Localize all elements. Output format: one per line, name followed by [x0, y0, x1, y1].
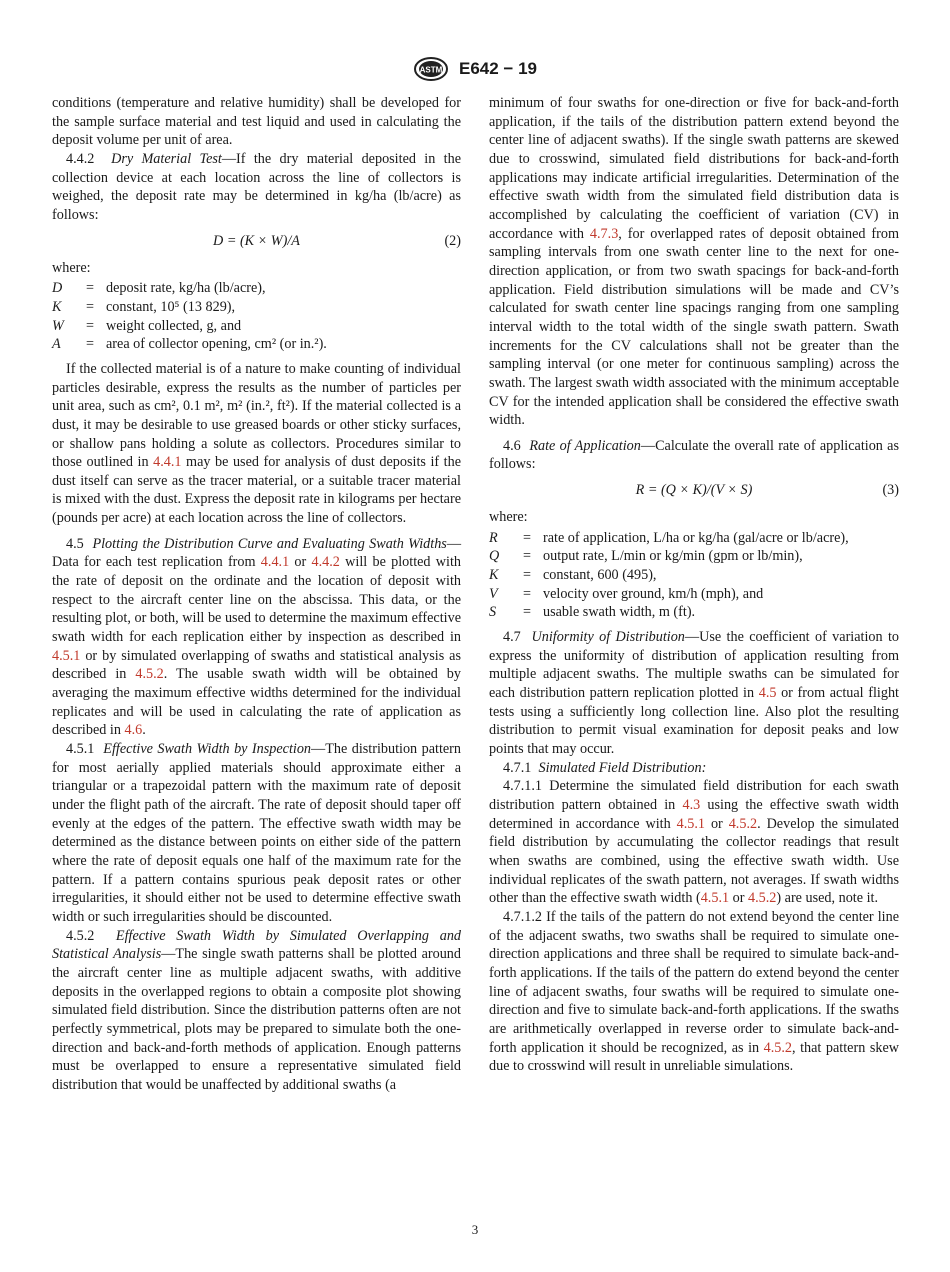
paragraph: minimum of four swaths for one-direction or five for back-and-forth application, if the tails of the distribution pattern extend beyond the center line of adjacent swaths). If the single swath patterns are skewed due to crosswind, simulated field distributions for back-and-forth applications may indicate artificial irregularities. Determination of the effective swath width from the simulated field distribution data is accomplished by calculating the coefficient of variation (CV) in accordance with 4.7.3, for overlapped rates of deposit obtained from sampling intervals from one swath center line to the next for one-direction application, or from two swath spacings for back-and-forth application. Field distribution simulations will be made and CV’s calculated for swath center line spacings ranging from one sampling interval width to the total width of the single swath pattern. Swath increments for the CV calculations shall not be greater than the sampling interval (or one meter for continuous sampling) across the swath. The largest swath width associated with the minimum acceptable CV for the intended application shall be considered the effective swath width.	[489, 95, 899, 429]
variable-row: V = velocity over ground, km/h (mph), and	[489, 585, 764, 602]
paragraph: If the collected material is of a nature to make counting of individual particles desirable, express the results as the number of particles per unit area, such as cm², 0.1 m², m² (in.², ft²). If the material collected is a dust, it may be desirable to use greased boards or other sticky surfaces, or shallow pans holding a solute as collectors. Procedures similar to those outlined in 4.4.1 may be used for analysis of dust deposits if the dust itself can serve as the tracer material, or a suitable tracer material is mixed with the dust. Express the deposit rate in kilograms per hectare (pounds per acre) at each location across the line of collectors.	[52, 360, 462, 527]
equation-number: (3)	[882, 482, 899, 499]
variable-row: W = weight collected, g, and	[52, 317, 242, 334]
variable-row: Q = output rate, L/min or kg/min (gpm or lb/min),	[489, 548, 803, 565]
cross-reference-link[interactable]: 4.5	[758, 685, 777, 702]
section-4-4-2: 4.4.2 Dry Material Test—If the dry material deposited in the collection device at each location across the line of collectors is weighed, the deposit rate may be determined in kg/ha (lb/acre) as follows:	[52, 150, 462, 223]
cross-reference-link[interactable]: 4.5.2	[728, 815, 758, 832]
cross-reference-link[interactable]: 4.4.1	[260, 554, 290, 571]
cross-reference-link[interactable]: 4.4.1	[153, 454, 182, 471]
section-4-7-1-2: 4.7.1.2 If the tails of the pattern do not extend beyond the center line of the adjacent swaths, two swaths shall be required to simulate one-direction applications and three shall be required to simulate back-and-forth applications. If the tails of the pattern do extend beyond the center line of adjacent swaths, four swaths will be required to simulate one-direction and five to simulate back-and-forth applications. If the swaths are arithmetically overlapped in reverse order to simulate back-and-forth application it should be recognized, as in 4.5.2, that pattern skew due to crosswind will result in unreliable simulations.	[489, 908, 899, 1075]
variable-row: S = usable swath width, m (ft).	[489, 604, 696, 621]
section-4-7: 4.7 Uniformity of Distribution—Use the coefficient of variation to express the uniformity of distribution of application resulting from multiple adjacent swaths. The multiple swaths can be simulated for each distribution pattern replication plotted in 4.5 or from actual flight tests using a sufficiently long collection line. Also plot the resulting distribution to permit visual examination for deposit peaks and low points that may occur.	[489, 629, 900, 757]
cross-reference-link[interactable]: 4.4.2	[311, 554, 340, 571]
section-title: Uniformity of Distribution	[531, 629, 685, 646]
equation-number: (2)	[444, 232, 461, 249]
section-title: Effective Swath Width by Inspection	[103, 741, 312, 757]
right-column	[489, 94, 899, 1076]
cross-reference-link[interactable]: 4.5.2	[748, 890, 777, 907]
variable-row: A = area of collector opening, cm² (or in.²).	[52, 336, 327, 353]
section-4-5-1: 4.5.1 Effective Swath Width by Inspection—The distribution pattern for most aerially applied materials should approximate either a triangular or a trapezoidal pattern with the maximum rate of deposit under the flight path of the aircraft. The rate of deposit should taper off evenly at the edges of the pattern. The effective swath width may be determined as the distance between points on either side of the pattern where the rate of deposit equals one half of the maximum rate for the pattern. If a pattern contains spurious peak deposit rates or other irregularities, it should either not be used to determine effective swath width or such irregularities should be discounted.	[52, 741, 462, 925]
section-4-6: 4.6 Rate of Application—Calculate the overall rate of application as follows:	[489, 437, 900, 473]
section-4-5: 4.5 Plotting the Distribution Curve and Evaluating Swath Widths—Data for each test replication from 4.4.1 or 4.4.2 will be plotted with the rate of deposit on the ordinate and the location of deposit with respect to the aircraft center line on the abscissa. This data, or the resulting plot, or both, will be used to determine the maximum effective swath width for each replication either by inspection as described in 4.5.1 or by simulated overlapping of swaths and statistical analysis as described in 4.5.2. The usable swath width will be obtained by averaging the maximum effective widths determined for the individual replicates and will be used in calculating the rate of application as described in 4.6.	[52, 535, 461, 739]
equation-3: R = (Q × K)/(V × S) (3)	[635, 482, 899, 499]
where-label: where:	[489, 509, 528, 526]
variable-row: R = rate of application, L/ha or kg/ha (gal/acre or lb/acre),	[489, 529, 849, 546]
astm-logo-icon	[413, 56, 449, 82]
left-column	[52, 94, 461, 1094]
section-4-5-2: 4.5.2 Effective Swath Width by Simulated Overlapping and Statistical Analysis—The single swath patterns shall be plotted around the aircraft center line as multiple adjacent swaths, with additive deposits in the overlapped regions to obtain a composite plot showing simulated field distribution. Since the distribution patterns often are not perfectly symmetrical, plots may be prepared to simulate both the one-direction and back-and-forth methods of application. Enough patterns must be overlapped to ensure a representative simulated field distribution that would be unaffected by additional swaths (a	[52, 927, 462, 1093]
cross-reference-link[interactable]: 4.5.1	[52, 647, 81, 664]
where-label: where:	[52, 259, 91, 276]
cross-reference-link[interactable]: 4.6	[124, 722, 143, 739]
cross-reference-link[interactable]: 4.5.2	[763, 1039, 793, 1056]
cross-reference-link[interactable]: 4.5.1	[700, 890, 730, 907]
page-number: 3	[471, 1222, 479, 1237]
section-title: Effective Swath Width by Simulated Overlapping and Statistical Analysis	[52, 927, 462, 963]
variable-row: D = deposit rate, kg/ha (lb/acre),	[52, 280, 266, 297]
section-4-7-1-1: 4.7.1.1 Determine the simulated field distribution for each swath distribution pattern obtained in 4.3 using the effective swath width determined in accordance with 4.5.1 or 4.5.2. Develop the simulated field distribution by accumulating the collector readings that result when swaths are combined, using the effective swath width. Use individual replicates of the swath pattern, not averages. If swath widths other than the effective swath width (4.5.1 or 4.5.2) are used, note it.	[489, 778, 900, 907]
document-code: E642 − 19	[459, 59, 537, 78]
variable-list	[52, 279, 327, 354]
svg-text:ASTM: ASTM	[419, 65, 443, 75]
section-title: Plotting the Distribution Curve and Evaluating Swath Widths	[92, 535, 447, 552]
equation-2: D = (K × W)/A (2)	[213, 232, 461, 249]
variable-row: K = constant, 10⁵ (13 829),	[52, 298, 236, 315]
section-title: Rate of Application	[529, 437, 641, 454]
variable-row: K = constant, 600 (495),	[489, 567, 657, 584]
section-title: Dry Material Test	[111, 150, 222, 167]
cross-reference-link[interactable]: 4.5.2	[135, 666, 164, 683]
cross-reference-link[interactable]: 4.5.1	[676, 815, 705, 832]
cross-reference-link[interactable]: 4.7.3	[589, 225, 619, 242]
paragraph: conditions (temperature and relative humidity) shall be developed for the sample surface material and test liquid and used in calculating the deposit volume per unit of area.	[52, 95, 461, 149]
page-header	[0, 56, 950, 84]
section-title: Simulated Field Distribution:	[538, 759, 707, 776]
variable-list	[489, 529, 849, 622]
cross-reference-link[interactable]: 4.3	[682, 796, 701, 813]
section-4-7-1: 4.7.1 Simulated Field Distribution:	[503, 759, 707, 776]
